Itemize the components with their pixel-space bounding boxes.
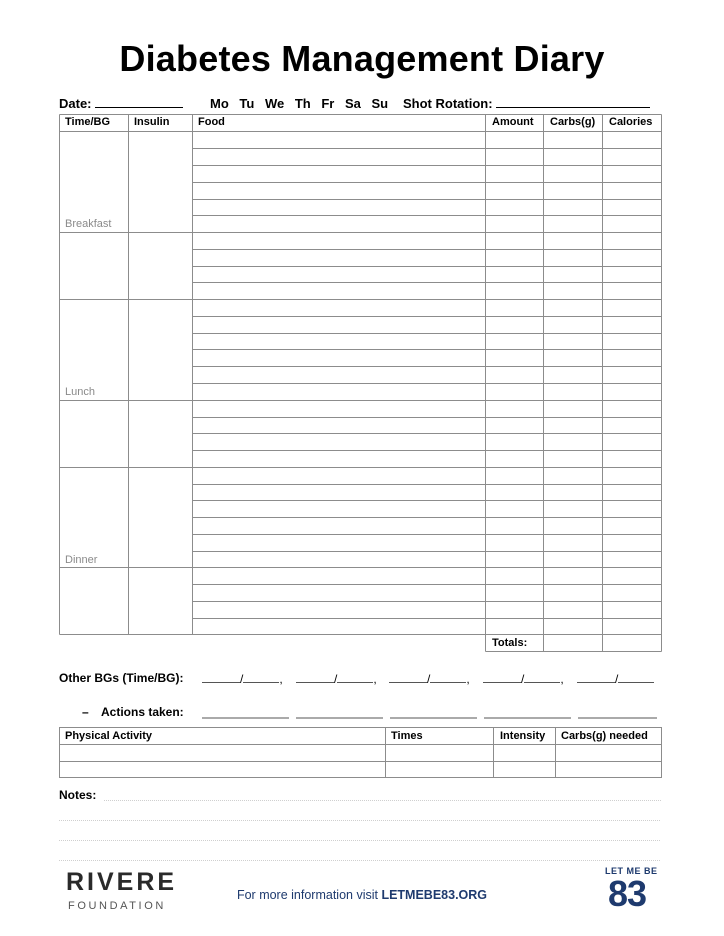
activity-header-carbs-needed: Carbs(g) needed — [561, 730, 648, 742]
date-label: Date: — [59, 96, 92, 111]
bg-slot-comma: , — [279, 672, 283, 686]
actions-label: Actions taken: — [101, 705, 184, 719]
col-header-time-bg: Time/BG — [65, 116, 111, 128]
notes-label: Notes: — [59, 788, 97, 802]
activity-header-physical: Physical Activity — [65, 730, 153, 742]
day-we[interactable]: We — [264, 96, 285, 111]
page-title: Diabetes Management Diary — [119, 38, 605, 79]
bg-slot-comma: , — [373, 672, 377, 686]
col-header-food: Food — [198, 116, 225, 128]
bg-slot-comma: , — [560, 672, 564, 686]
totals-label: Totals: — [492, 637, 528, 649]
bg-slot-comma: , — [466, 672, 470, 686]
day-tu[interactable]: Tu — [239, 96, 255, 111]
col-header-insulin: Insulin — [134, 116, 170, 128]
meal-label-breakfast: Breakfast — [65, 218, 112, 230]
meal-label-dinner: Dinner — [65, 554, 98, 566]
activity-header-intensity: Intensity — [500, 730, 546, 742]
day-sa[interactable]: Sa — [344, 96, 361, 111]
col-header-amount: Amount — [492, 116, 534, 128]
rivere-logo: RIVERE — [66, 868, 178, 896]
bg-slot-separator: / — [240, 672, 244, 686]
footer-link[interactable]: LETMEBE83.ORG — [381, 888, 488, 902]
letmebe-badge-number: 83 — [608, 873, 647, 914]
activity-header-times: Times — [391, 730, 423, 742]
day-su[interactable]: Su — [371, 96, 389, 111]
day-th[interactable]: Th — [294, 96, 311, 111]
shot-rotation-label: Shot Rotation: — [403, 96, 493, 111]
other-bgs-label: Other BGs (Time/BG): — [59, 671, 184, 685]
bg-slot-separator: / — [521, 672, 525, 686]
rivere-logo-sub: FOUNDATION — [68, 900, 166, 912]
col-header-calories: Calories — [609, 116, 653, 128]
actions-dash: – — [82, 705, 89, 719]
bg-slot-separator: / — [427, 672, 431, 686]
letmebe-badge-top: LET ME BE — [605, 866, 658, 876]
col-header-carbs: Carbs(g) — [550, 116, 596, 128]
bg-slot-separator: / — [334, 672, 338, 686]
footer-info-text: For more information visit — [236, 888, 382, 902]
day-mo[interactable]: Mo — [210, 96, 229, 111]
meal-label-lunch: Lunch — [65, 386, 95, 398]
bg-slot-separator: / — [615, 672, 619, 686]
day-fr[interactable]: Fr — [321, 96, 335, 111]
